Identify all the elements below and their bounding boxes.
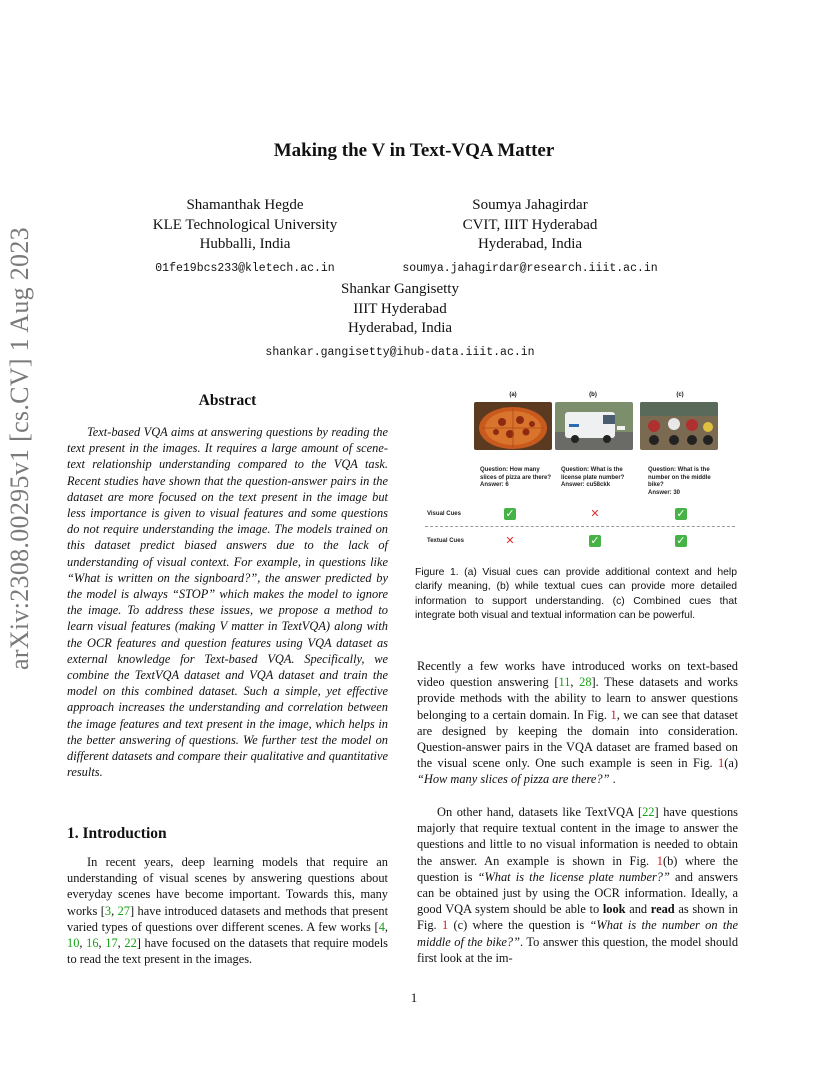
author-block-3 bbox=[250, 280, 550, 362]
answer-text: Answer: 6 bbox=[480, 482, 509, 489]
author-name: Shankar Gangisetty bbox=[341, 281, 459, 297]
author-email: 01fe19bcs233@kletech.ac.in bbox=[155, 261, 335, 275]
bikes-photo bbox=[640, 402, 718, 450]
check-icon: ✓ bbox=[590, 535, 600, 547]
answer-text: Answer: cu58ckk bbox=[561, 482, 611, 489]
citation-link[interactable]: 27 bbox=[117, 903, 130, 918]
row-label-visual-cues: Visual Cues bbox=[427, 511, 461, 517]
question-text: Question: How many slices of pizza are there? bbox=[480, 467, 552, 481]
check-icon: ✓ bbox=[505, 508, 515, 520]
citation-link[interactable]: 22 bbox=[642, 805, 655, 819]
author-location: Hubballi, India bbox=[199, 236, 291, 252]
author-email: shankar.gangisetty@ihub-data.iiit.ac.in bbox=[265, 345, 535, 359]
intro-paragraph: In recent years, deep learning models that require an understanding of visual scenes by answering questions about everyday scenes have become important. Towards this, many works [3, 27] have introduced datasets and methods that present varied types of questions over different scenes. A few works [4, 10, 16, 17, 22] have focused on the datasets that require models to read the text present in the images. bbox=[67, 855, 389, 967]
figure-1 bbox=[415, 392, 737, 554]
arxiv-stamp: arXiv:2308.00295v1 [cs.CV] 1 Aug 2023 bbox=[5, 227, 34, 670]
cross-icon: ✕ bbox=[590, 508, 600, 520]
author-name: Shamanthak Hegde bbox=[186, 197, 304, 213]
answer-text: Answer: 30 bbox=[648, 489, 681, 496]
author-name: Soumya Jahagirdar bbox=[472, 197, 588, 213]
citation-link[interactable]: 28 bbox=[579, 675, 592, 690]
row-divider bbox=[425, 526, 735, 527]
abstract-text: Text-based VQA aims at answering questions by reading the text present in the images. It requires a large amount of scene-text relationship understanding compared to the VQA task. Recent studies have shown that the question-answer pairs in the dataset are more focused on the text present in the image but less importance is given to visual features and some questions do not require understanding the image. The models trained on this dataset predict biased answers due to the lack of understanding of visual context. For example, in questions like “What is written on the signboard?”, the answer predicted by the model is always “STOP” which makes the model to ignore the image. To address these issues, we propose a method to learn visual features (making V matter in TextVQA) along with the OCR features and question features using VQA dataset as external knowledge for Text-based VQA. Specifically, we combine the TextVQA dataset and VQA dataset and train the model on this combined dataset. Such a simple, yet effective approach increases the understanding and correlation between the image features and text present in the image, which helps in the better answering of questions. We further test the model on different datasets and compare their qualitative and quantitative results. bbox=[67, 425, 388, 780]
figure-link[interactable]: 1 bbox=[441, 918, 449, 933]
author-block-2 bbox=[380, 196, 680, 278]
check-icon: ✓ bbox=[676, 535, 686, 547]
figure-link[interactable]: 1 bbox=[656, 853, 663, 868]
page-number: 1 bbox=[410, 990, 418, 1005]
author-affiliation: IIIT Hyderabad bbox=[353, 300, 447, 317]
citation-link[interactable]: 11 bbox=[558, 675, 571, 690]
citation-link[interactable]: 16 bbox=[86, 936, 99, 951]
author-location: Hyderabad, India bbox=[477, 236, 583, 252]
author-affiliation: KLE Technological University bbox=[152, 216, 338, 233]
panel-label-c: (c) bbox=[676, 392, 684, 398]
figure-link[interactable]: 1 bbox=[610, 707, 617, 722]
pizza-photo bbox=[474, 402, 552, 450]
panel-c-qa bbox=[648, 467, 726, 497]
question-text: Question: What is the license plate number? bbox=[561, 467, 625, 481]
panel-label-b: (b) bbox=[589, 392, 597, 398]
body-paragraph-2: On other hand, datasets like TextVQA [22] have questions majorly that require textual content in the image to answer the questions and little to no visual information is needed to obtain the answer. An example is shown in Fig. 1(b) where the question is “What is the license plate number?” and answers can be obtained just by using the OCR information. Ideally, a good VQA system should be able to look and read as shown in Fig. 1 (c) where the question is “What is the number on the middle of the bike?”. To answer this question, the model should first look at the im- bbox=[417, 805, 739, 965]
author-affiliation: CVIT, IIIT Hyderabad bbox=[462, 216, 598, 233]
abstract-heading: Abstract bbox=[198, 392, 257, 409]
question-text: Question: What is the number on the middle bike? bbox=[648, 467, 711, 489]
figure-caption: Figure 1. (a) Visual cues can provide additional context and help clarify meaning, (b) while textual cues can provide more detailed information to support understanding. (c) Combined cues that integrate both visual and textual information can be powerful. bbox=[415, 567, 737, 622]
check-icon: ✓ bbox=[676, 508, 686, 520]
citation-link[interactable]: 3 bbox=[104, 903, 112, 918]
citation-link[interactable]: 4 bbox=[378, 919, 385, 934]
cross-icon: ✕ bbox=[505, 535, 515, 547]
van-photo bbox=[555, 402, 633, 450]
section-heading-introduction: 1. Introduction bbox=[67, 825, 167, 842]
panel-label-a: (a) bbox=[509, 392, 517, 398]
citation-link[interactable]: 10 bbox=[67, 936, 80, 951]
panel-a-qa bbox=[480, 467, 558, 490]
figure-link[interactable]: 1 bbox=[718, 756, 725, 771]
author-email: soumya.jahagirdar@research.iiit.ac.in bbox=[402, 261, 658, 275]
panel-b-qa bbox=[561, 467, 639, 490]
paper-title: Making the V in Text-VQA Matter bbox=[273, 140, 555, 161]
citation-link[interactable]: 22 bbox=[124, 936, 137, 951]
row-label-textual-cues: Textual Cues bbox=[427, 538, 464, 544]
citation-link[interactable]: 17 bbox=[105, 936, 118, 951]
author-location: Hyderabad, India bbox=[347, 320, 453, 336]
author-block-1 bbox=[140, 196, 350, 278]
body-paragraph-1: Recently a few works have introduced works on text-based video question answering [11, 28]. These datasets and works provide methods with the ability to learn to answer questions belonging to a certain domain. In Fig. 1, we can see that dataset are designed by keeping the domain into consideration. Question-answer pairs in the VQA dataset are framed based on the visual scene only. One such example is seen in Fig. 1(a) “How many slices of pizza are there?” . bbox=[417, 659, 739, 787]
